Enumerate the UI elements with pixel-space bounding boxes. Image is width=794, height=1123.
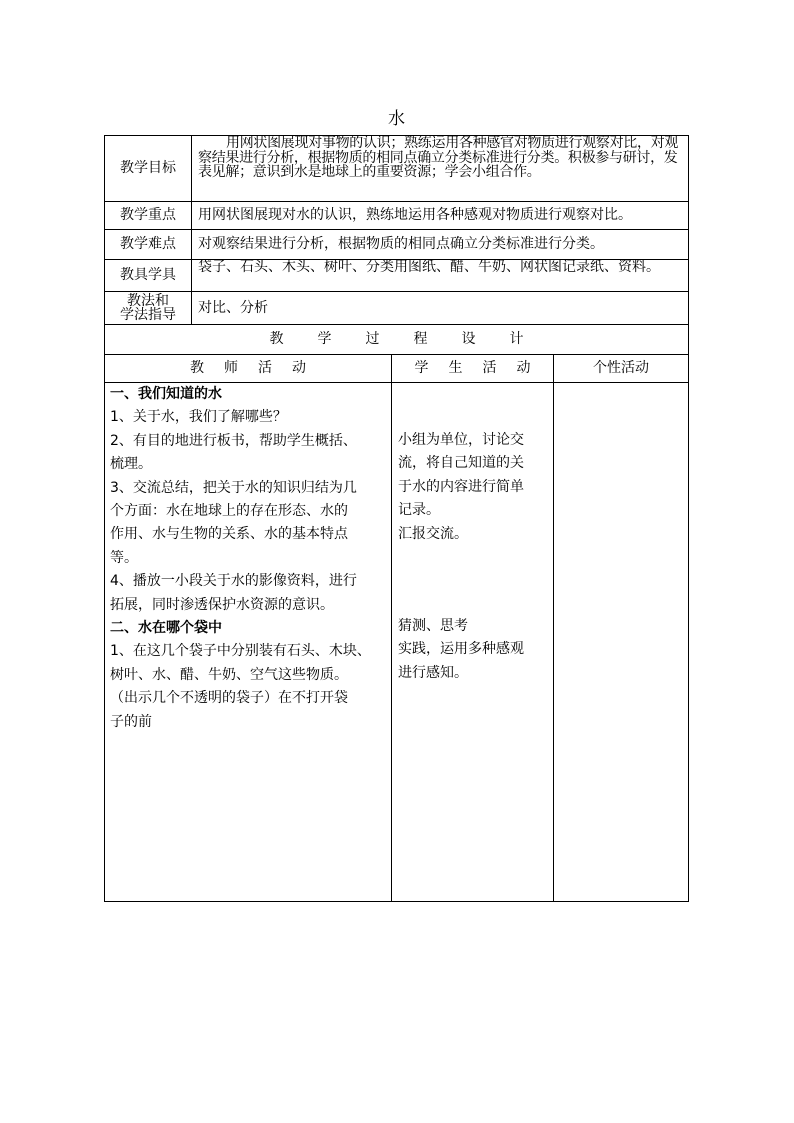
method-label-line1: 教法和 (127, 293, 169, 309)
section-heading: 二、水在哪个袋中 (110, 620, 222, 637)
teacher-line: 个方面：水在地球上的存在形态、水的 (110, 503, 348, 520)
student-line (398, 383, 550, 406)
student-line: 汇报交流。 (398, 525, 468, 542)
table-border-bottom (104, 901, 689, 902)
student-line: 进行感知。 (398, 664, 468, 681)
section-heading: 一、我们知道的水 (110, 386, 222, 402)
col-student-activity: 学生活动 (414, 360, 551, 376)
teacher-line: 拓展，同时渗透保护水资源的意识。 (110, 596, 334, 613)
student-line (398, 406, 550, 429)
difficulty-text: 对观察结果进行分析，根据物质的相同点确立分类标准进行分类。 (198, 236, 604, 252)
method-label-line2: 学法指导 (120, 307, 176, 323)
key-label: 教学重点 (120, 207, 176, 223)
page-title: 水 (388, 109, 406, 129)
student-line (398, 546, 550, 569)
student-line: 记录。 (398, 502, 440, 519)
student-line: 实践，运用多种感观 (398, 641, 524, 658)
student-line: 流，将自己知道的关 (398, 455, 524, 472)
student-line: 猜测、思考 (398, 618, 468, 635)
tools-text: 袋子、石头、木头、树叶、分类用图纸、醋、牛奶、网状图记录纸、资料。 (198, 260, 660, 275)
student-activity-cell (398, 383, 550, 901)
method-text: 对比、分析 (198, 299, 268, 316)
method-label (105, 292, 191, 324)
goal-label: 教学目标 (120, 160, 176, 176)
table-border-right (688, 135, 689, 902)
teacher-line: 2、有目的地进行板书，帮助学生概括、 (110, 432, 357, 449)
teacher-line: 子的前 (110, 713, 152, 730)
tools-label: 教具学具 (120, 267, 176, 283)
teacher-line: 梳理。 (110, 456, 152, 473)
goal-text: 用网状图展现对事物的认识；熟练运用各种感官对物质进行观察对比，对观察结果进行分析，根据物质的相同点确立分类标准进行分类。积极参与研讨，发表见解；意识到水是地球上的重要资源；学会小组合作。 (198, 136, 679, 180)
teacher-line: 4、播放一小段关于水的影像资料，进行 (110, 573, 357, 590)
teacher-line: 等。 (110, 549, 138, 566)
rule (391, 354, 392, 902)
process-header: 教学过程设计 (269, 331, 558, 347)
col-teacher-activity: 教师活动 (190, 360, 326, 376)
student-line (398, 592, 550, 615)
teacher-activity-cell (110, 383, 390, 901)
personal-activity-cell (554, 383, 688, 901)
teacher-line: 树叶、水、醋、牛奶、空气这些物质。 (110, 666, 348, 683)
student-line: 小组为单位，讨论交 (398, 432, 524, 448)
student-line (398, 569, 550, 592)
key-text: 用网状图展现对水的认识，熟练地运用各种感观对物质进行观察对比。 (198, 207, 632, 223)
teacher-line: （出示几个不透明的袋子）在不打开袋 (110, 690, 348, 707)
teacher-line: 1、关于水，我们了解哪些？ (110, 409, 287, 426)
teacher-line: 3、交流总结，把关于水的知识归结为几 (110, 479, 357, 496)
student-line: 于水的内容进行简单 (398, 478, 524, 495)
rule (191, 135, 192, 324)
teacher-line: 作用、水与生物的关系、水的基本特点 (110, 526, 348, 543)
lesson-plan-table (104, 135, 689, 902)
difficulty-label: 教学难点 (120, 236, 176, 252)
teacher-line: 1、在这几个袋子中分别装有石头、木块、 (110, 643, 371, 660)
col-personal-activity: 个性活动 (593, 360, 649, 376)
